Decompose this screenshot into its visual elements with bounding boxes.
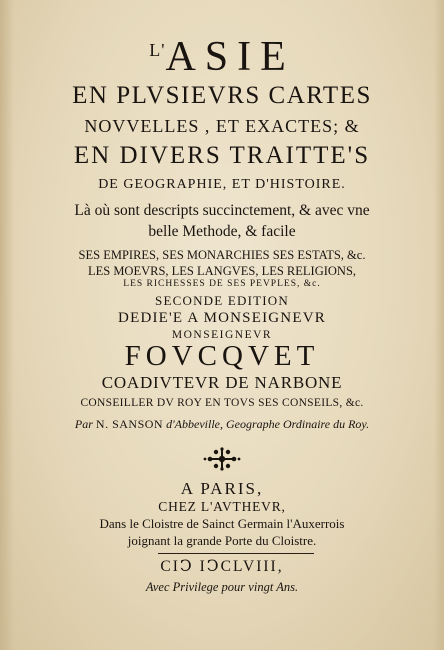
imprint-publisher: CHEZ L'AVTHEVR, xyxy=(158,499,286,514)
imprint-city: A PARIS, xyxy=(180,479,264,498)
title-line-2: EN PLVSIEVRS CARTES xyxy=(72,82,372,109)
subtitle-line-1: Là où sont descripts succinctement, & avec vne xyxy=(74,202,370,219)
dedicatee-office: COADIVTEVR DE NARBONE xyxy=(101,373,343,392)
imprint-address-2: joignant la grande Porte du Cloistre. xyxy=(127,533,317,548)
dedication-title: MONSEIGNEVR xyxy=(171,329,273,341)
author-par: Par xyxy=(74,417,93,431)
subtitle-line-2: belle Methode, & facile xyxy=(148,223,296,240)
dedicatee-council: CONSEILLER DV ROY EN TOVS SES CONSEILS, &c. xyxy=(80,397,364,409)
title-line-4: EN DIVERS TRAITTE'S xyxy=(73,142,371,169)
title-main-word: ASIE xyxy=(165,34,295,80)
title-line-5: DE GEOGRAPHIE, ET D'HISTOIRE. xyxy=(98,177,346,192)
subtitle-line-3: SES EMPIRES, SES MONARCHIES SES ESTATS, &c. xyxy=(78,248,366,262)
dedication-line: DEDIE'E A MONSEIGNEVR xyxy=(118,310,326,326)
author-line xyxy=(0,418,444,430)
subtitle-line-5: LES RICHESSES DE SES PEVPLES, &c. xyxy=(123,279,321,289)
author-name: N. SANSON xyxy=(95,417,164,431)
title-line-3: NOVVELLES , ET EXACTES; & xyxy=(84,116,360,136)
imprint-year: CIↃ IↃCLVIII, xyxy=(160,558,284,575)
edition-line: SECONDE EDITION xyxy=(155,293,289,308)
imprint-rule xyxy=(158,553,314,554)
dedicatee-name: FOVCQVET xyxy=(124,340,320,372)
title-article: L' xyxy=(149,40,166,60)
printers-ornament xyxy=(0,446,444,472)
subtitle-line-4: LES MOEVRS, LES LANGVES, LES RELIGIONS, xyxy=(87,264,357,278)
imprint-privilege: Avec Privilege pour vingt Ans. xyxy=(145,580,299,594)
imprint-address-1: Dans le Cloistre de Sainct Germain l'Auxerrois xyxy=(99,516,345,531)
author-description: d'Abbeville, Geographe Ordinaire du Roy. xyxy=(166,417,370,431)
title-line-asie xyxy=(0,36,444,80)
fleuron-icon xyxy=(202,446,242,472)
